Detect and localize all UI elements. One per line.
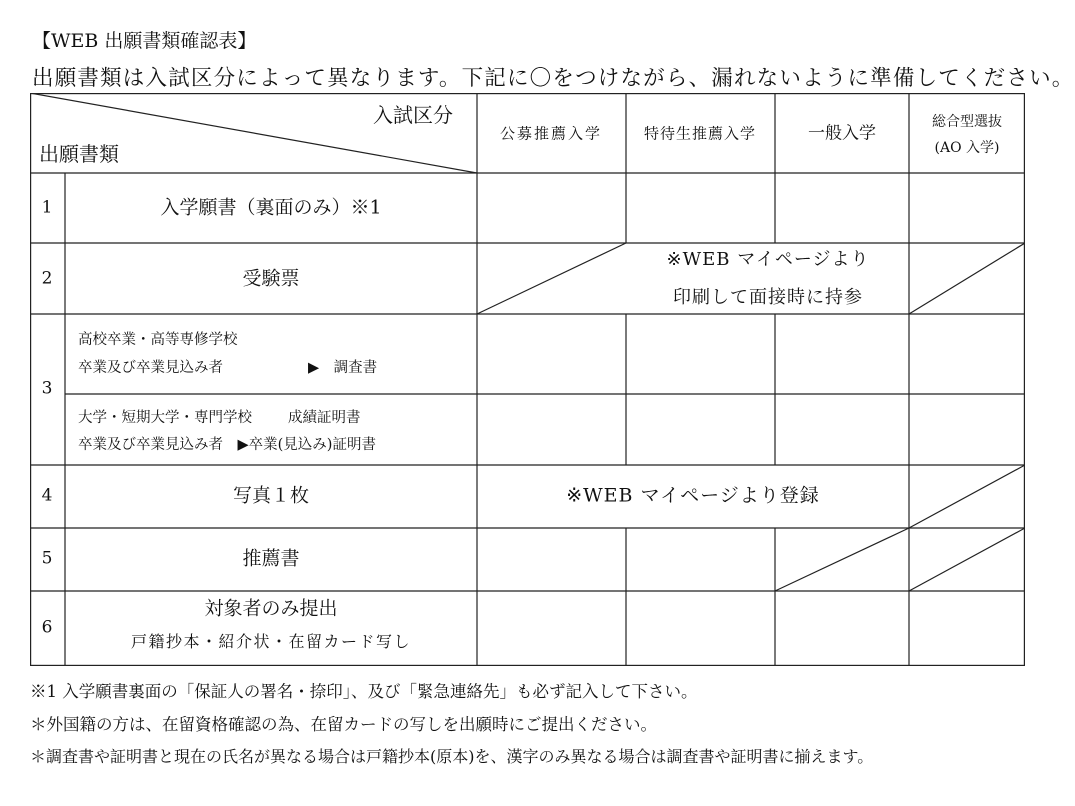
footnote-2: ＊外国籍の方は、在留資格確認の為、在留カードの写しを出願時にご提出ください。 (30, 715, 657, 734)
row-1-label: 入学願書（裏面のみ）※1 (160, 196, 382, 219)
row-2-note-line2: 印刷して面接時に持参 (673, 287, 863, 308)
row-6-label-line1: 対象者のみ提出 (204, 597, 338, 620)
header-col-ao-line1: 総合型選抜 (932, 114, 1002, 130)
header-corner-documents: 出願書類 (39, 142, 119, 166)
row-3b-document: 成績証明書 (288, 410, 361, 426)
row-number-6: 6 (41, 617, 53, 638)
page-title: 【WEB 出願書類確認表】 (32, 30, 257, 52)
row-4-label: 写真１枚 (232, 484, 310, 507)
header-corner-category: 入試区分 (373, 103, 453, 127)
row-5-label: 推薦書 (242, 547, 300, 570)
row-number-4: 4 (41, 485, 53, 506)
row-number-1: 1 (41, 197, 53, 218)
header-col-ao-line2: (AO 入学) (934, 140, 1000, 156)
row-2-note-line1: ※WEB マイページより (666, 249, 870, 270)
row-3b-line1: 大学・短期大学・専門学校 (78, 410, 252, 426)
row-4-note: ※WEB マイページより登録 (566, 484, 820, 507)
header-col-public-recommendation: 公募推薦入学 (499, 124, 603, 143)
row-3a-line1: 高校卒業・高等専修学校 (78, 332, 238, 348)
intro-text: 出願書類は入試区分によって異なります。下記に〇をつけながら、漏れないように準備してください。 (32, 66, 1075, 91)
row-2-label: 受験票 (242, 267, 300, 290)
row-3a-line2: 卒業及び卒業見込み者 (78, 360, 223, 376)
row-6-label-line2: 戸籍抄本・紹介状・在留カード写し (130, 632, 412, 651)
row-number-5: 5 (41, 548, 53, 569)
row-number-3: 3 (41, 378, 53, 399)
row-3a-document: ▶ 調査書 (308, 360, 378, 376)
table-grid (30, 93, 1025, 666)
header-col-general: 一般入学 (808, 123, 876, 144)
header-col-scholarship-recommendation: 特待生推薦入学 (643, 124, 757, 143)
footnote-3: ＊調査書や証明書と現在の氏名が異なる場合は戸籍抄本(原本)を、漢字のみ異なる場合は調査書や証明書に揃えます。 (30, 747, 874, 766)
row-number-2: 2 (41, 268, 53, 289)
row-3b-line2: 卒業及び卒業見込み者 ▶卒業(見込み)証明書 (78, 437, 376, 453)
document-checklist-table (30, 93, 1025, 666)
footnote-1: ※1 入学願書裏面の「保証人の署名・捺印」、及び「緊急連絡先」も必ず記入して下さい。 (30, 682, 698, 701)
